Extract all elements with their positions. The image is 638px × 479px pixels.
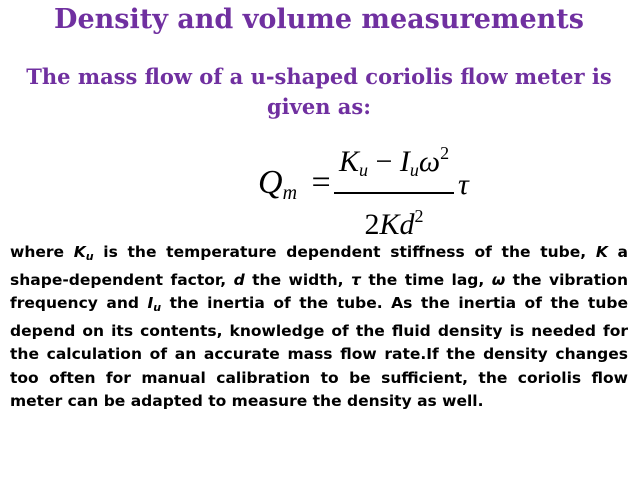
body-text-6: the vibration frequency and: [10, 270, 628, 312]
body-paragraph: [10, 241, 628, 414]
var-omega: ω: [491, 270, 506, 289]
var-ku-sub: u: [85, 250, 94, 263]
den-d: d: [399, 208, 415, 241]
var-d: d: [233, 270, 245, 289]
slide-subtitle: The mass flow of a u-shaped coriolis flow meter is given as:: [26, 64, 612, 119]
formula-q-symbol: Q: [258, 164, 283, 201]
formula-q-subscript: m: [282, 182, 298, 204]
formula-tau: τ: [458, 168, 469, 201]
slide-title: Density and volume measurements: [54, 4, 584, 35]
num-i-sub: u: [409, 160, 419, 180]
fraction-bar: [334, 192, 454, 194]
den-k: K: [379, 208, 400, 241]
num-k-sub: u: [358, 160, 368, 180]
num-omega: ω: [418, 145, 441, 178]
var-k: K: [595, 243, 608, 261]
den-d-sup: 2: [414, 206, 424, 226]
formula-fraction: [334, 133, 454, 245]
formula-lhs: [258, 165, 331, 211]
body-text-3: a shape-dependent factor,: [10, 243, 629, 289]
body-text-1: where: [10, 243, 74, 261]
body-text-4: the width,: [244, 270, 351, 289]
num-k: K: [338, 145, 359, 178]
body-text-5: the time lag,: [360, 270, 492, 289]
formula-denominator: [334, 196, 454, 245]
num-omega-sup: 2: [440, 143, 450, 163]
formula-numerator: [334, 133, 454, 190]
var-iu-sub: u: [153, 301, 162, 314]
num-i: I: [399, 145, 410, 178]
var-iu: I: [147, 294, 154, 312]
mass-flow-formula: [240, 133, 469, 241]
den-coeff: 2: [364, 208, 380, 241]
num-minus: −: [367, 145, 400, 178]
var-tau: τ: [351, 270, 361, 289]
formula-equals: =: [311, 164, 331, 201]
var-ku: K: [73, 243, 86, 261]
body-text-2: is the temperature dependent stiffness of the tube,: [93, 243, 596, 261]
body-text-7: the inertia of the tube. As the inertia of the tube depend on its contents, knowledge of the fluid density is needed for the calculation of an accurate mass flow rate.If the density changes too often for manual calibration to be sufficient, the coriolis flow meter can be adapted to measure the density as well.: [10, 294, 628, 410]
